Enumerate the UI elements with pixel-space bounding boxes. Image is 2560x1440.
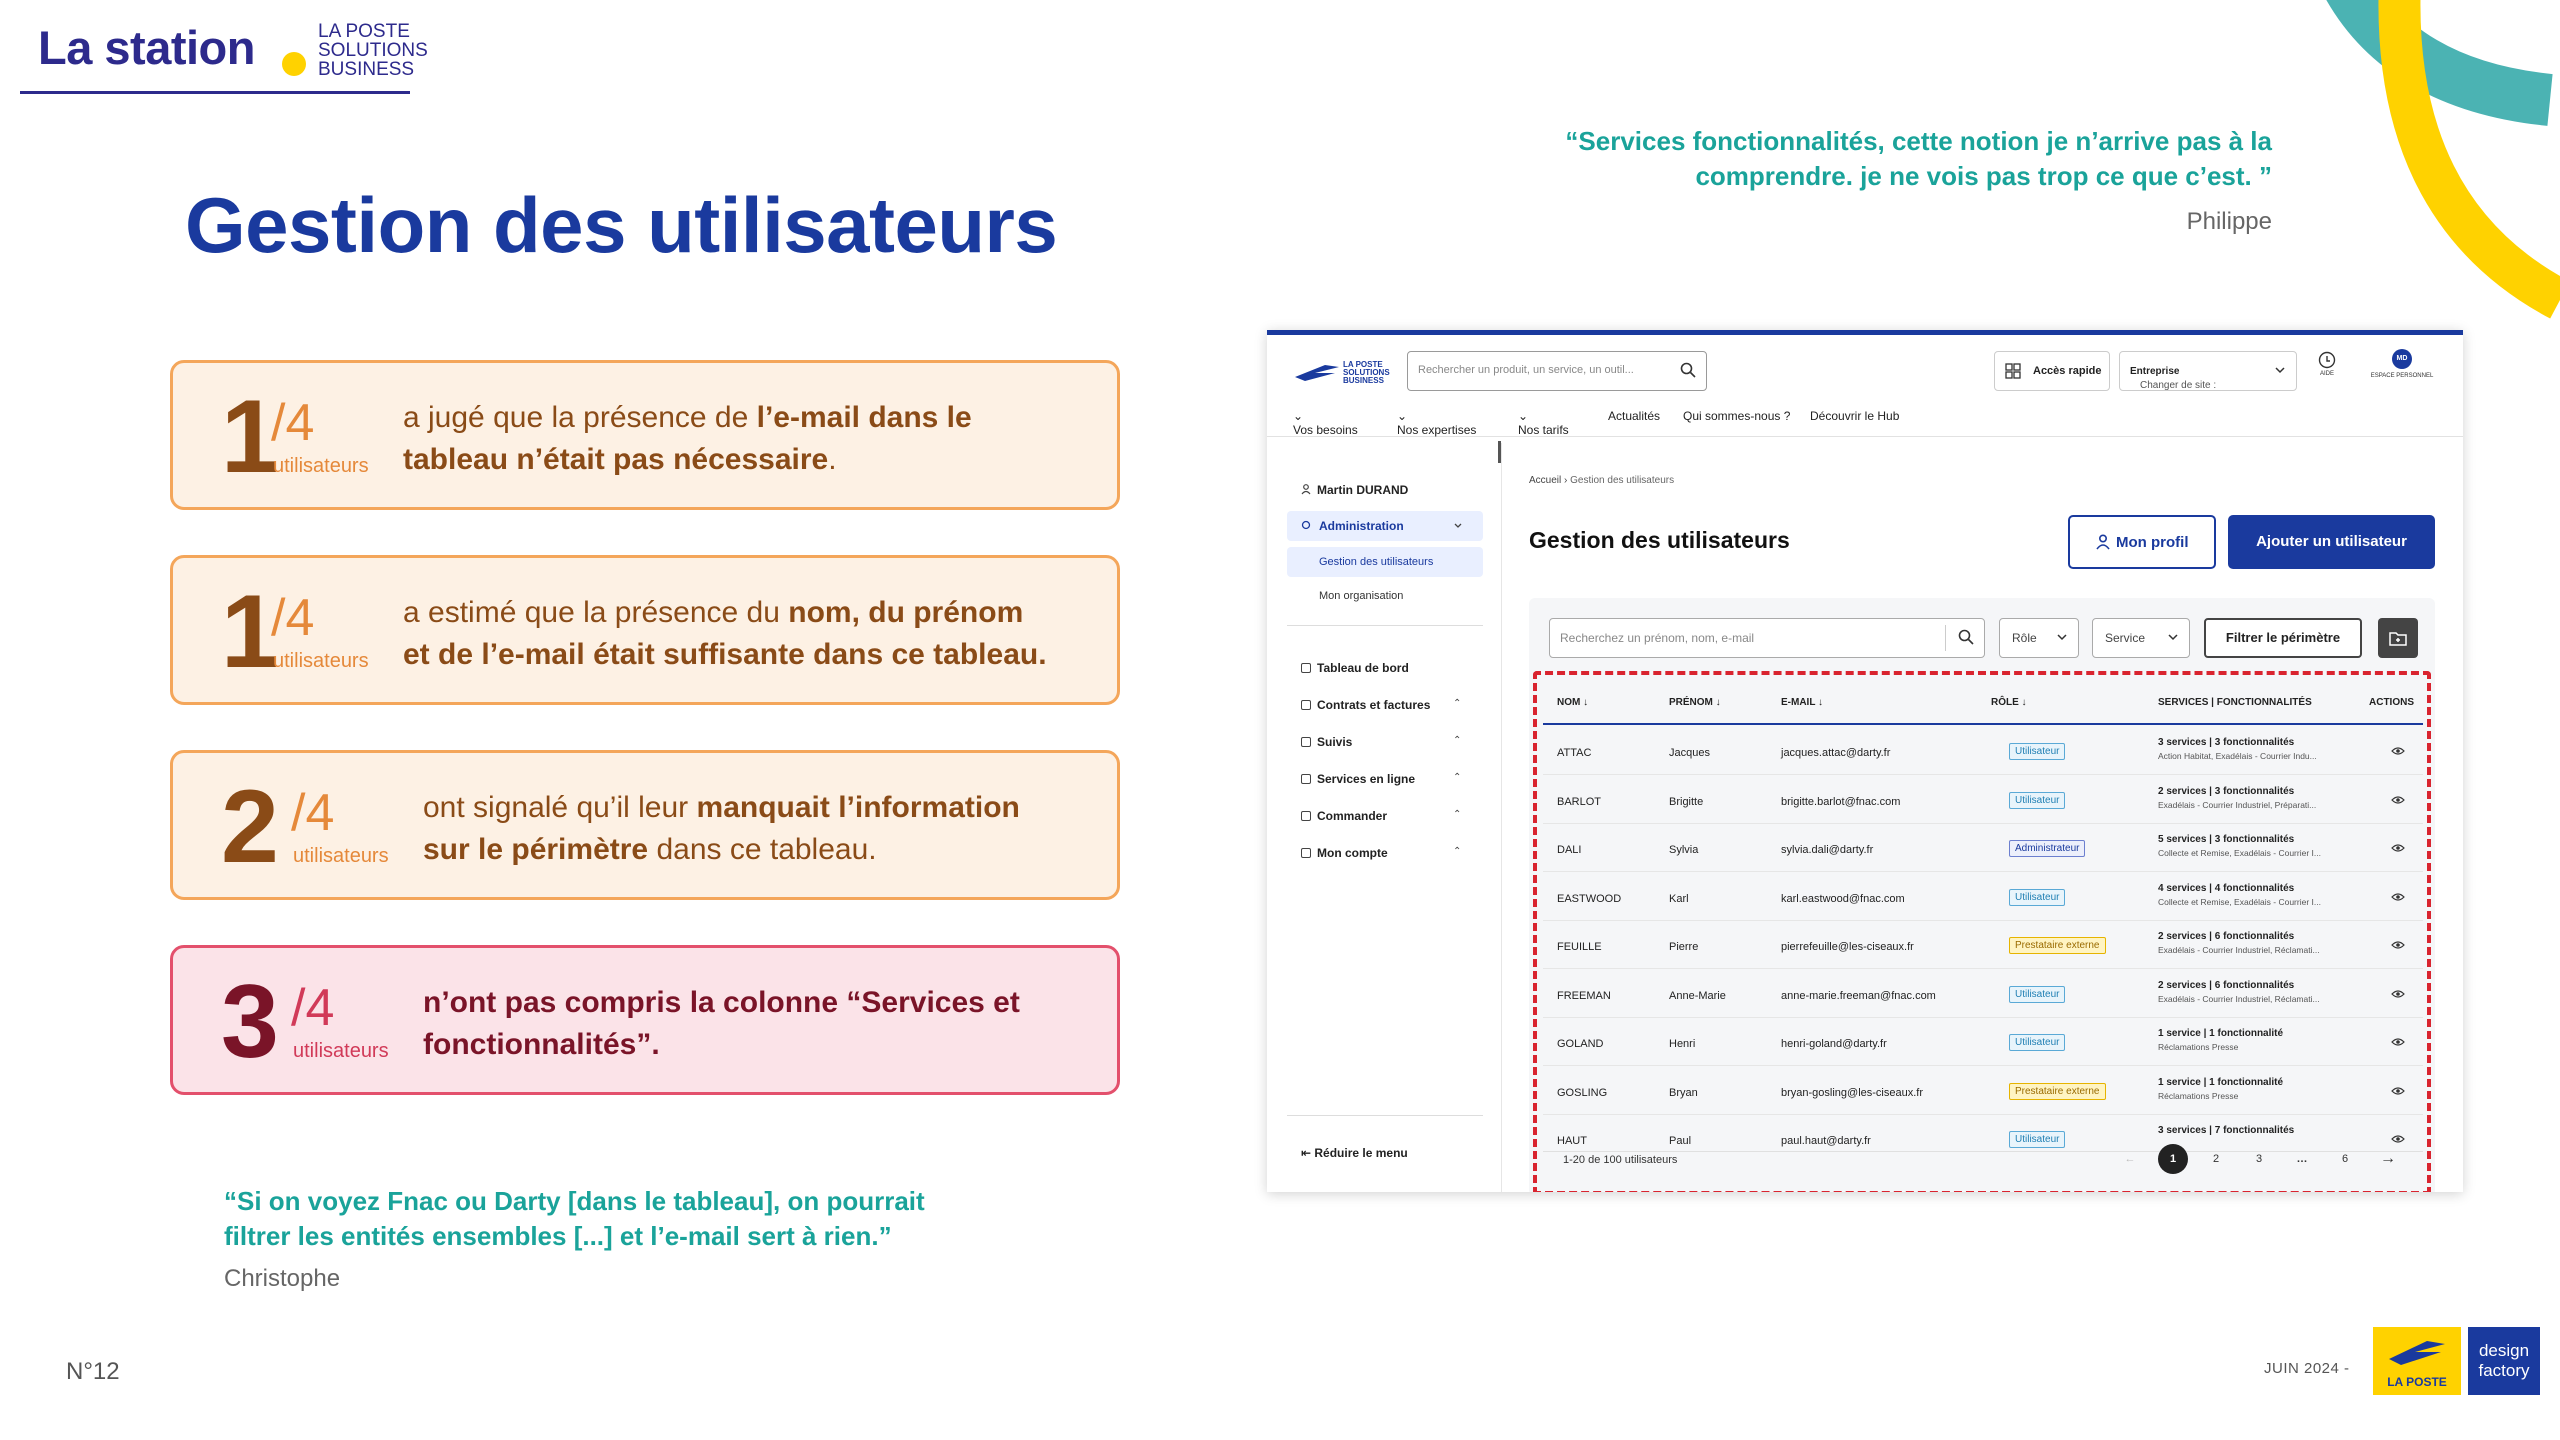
brand-line-1: LA POSTE [318, 21, 410, 42]
laposte-logo [2373, 1327, 2461, 1395]
role-badge: Utilisateur [2009, 743, 2065, 760]
stat-text: n’ont pas compris la colonne “Services et fonctionnalités”. [423, 986, 1020, 1061]
cell-services: 4 services | 4 fonctionnalités [2158, 882, 2295, 894]
header-email[interactable]: E-MAIL ↓ [1781, 697, 1824, 708]
folder-icon [2389, 629, 2407, 647]
cell-email: sylvia.dali@darty.fr [1781, 844, 1874, 856]
role-badge: Prestataire externe [2009, 1083, 2106, 1100]
cell-prenom: Karl [1669, 892, 1689, 905]
decorative-arcs [2230, 0, 2560, 340]
app-page-title: Gestion des utilisateurs [1529, 527, 1790, 553]
breadcrumb-home[interactable]: Accueil [1529, 475, 1562, 486]
stat-number: 1 [221, 574, 279, 690]
add-user-button[interactable]: Ajouter un utilisateur [2228, 515, 2435, 569]
cell-services: 2 services | 6 fonctionnalités [2158, 979, 2295, 991]
brand-logo [20, 14, 428, 94]
brand-dot [282, 52, 306, 76]
cell-prenom: Sylvia [1669, 844, 1699, 856]
highlight-frame [1533, 671, 2431, 1192]
stat-fraction: /4 [271, 394, 315, 452]
app-logo-text: LA POSTE SOLUTIONS BUSINESS [1343, 360, 1390, 385]
nav-item-besoins[interactable]: Vos besoins ⌄ [1293, 409, 1358, 437]
quote-bottom-author: Christophe [224, 1265, 341, 1292]
cell-services: 2 services | 6 fonctionnalités [2158, 931, 2295, 942]
stat-number: 1 [221, 379, 279, 495]
help-icon [2318, 351, 2336, 369]
chart-icon [1301, 737, 1311, 747]
cell-email: pierrefeuille@les-ciseaux.fr [1781, 941, 1914, 953]
page-title: Gestion des utilisateurs [185, 181, 1058, 269]
stat-number: 3 [221, 964, 279, 1080]
cell-email: karl.eastwood@fnac.com [1781, 892, 1905, 905]
stat-unit: utilisateurs [293, 845, 389, 867]
cell-nom: ATTAC [1557, 747, 1592, 759]
sidebar [1267, 335, 1501, 1160]
nav-item-expertises[interactable]: Nos expertises ⌄ [1397, 409, 1477, 437]
role-badge: Administrateur [2009, 840, 2085, 857]
nav-item-tarifs[interactable]: Nos tarifs ⌄ [1518, 409, 1569, 437]
pager-page-1[interactable]: 1 [2158, 1144, 2188, 1174]
nav-item-qui-sommes-nous[interactable]: Qui sommes-nous ? [1683, 409, 1791, 423]
gear-icon [1301, 520, 1311, 530]
quick-access-button[interactable] [1994, 351, 2110, 391]
cell-email: brigitte.barlot@fnac.com [1781, 795, 1901, 808]
cell-services: 3 services | 7 fonctionnalités [2158, 1125, 2295, 1136]
role-badge: Utilisateur [2009, 1034, 2065, 1051]
sidebar-separator [1287, 1115, 1483, 1116]
user-search-placeholder: Recherchez un prénom, nom, e-mail [1560, 631, 1755, 645]
stat-number: 2 [221, 769, 279, 885]
pager-page-3[interactable]: 3 [2255, 1153, 2263, 1165]
stat-card-4 [170, 945, 1120, 1095]
home-icon [1301, 663, 1311, 673]
breadcrumb-separator: › [1564, 475, 1568, 486]
page-number: N°12 [66, 1358, 120, 1385]
header-services: SERVICES | FONCTIONNALITÉS [2158, 697, 2312, 708]
sidebar-item-suivis[interactable]: Suivis [1301, 735, 1352, 749]
help-button[interactable]: AIDE [2315, 351, 2339, 377]
role-badge: Prestataire externe [2009, 937, 2106, 954]
cell-prenom: Paul [1669, 1135, 1692, 1147]
cart-icon [1301, 811, 1311, 821]
cell-nom: GOSLING [1557, 1086, 1608, 1099]
laposte-bird-icon [2387, 1335, 2447, 1369]
cell-prenom: Bryan [1669, 1086, 1698, 1099]
cell-prenom: Pierre [1669, 941, 1699, 953]
sidebar-divider [1501, 443, 1502, 1192]
header-nom[interactable]: NOM ↓ [1557, 697, 1589, 708]
cell-nom: FREEMAN [1557, 989, 1611, 1002]
header-role[interactable]: RÔLE ↓ [1991, 697, 2027, 708]
stat-fraction: /4 [271, 589, 315, 647]
header-actions: ACTIONS [2369, 697, 2414, 708]
pager-prev-button[interactable]: ← [2124, 1153, 2136, 1165]
cell-services: 3 services | 3 fonctionnalités [2158, 737, 2295, 748]
filter-perimeter-button[interactable]: Filtrer le périmètre [2204, 618, 2362, 658]
cell-email: bryan-gosling@les-ciseaux.fr [1781, 1086, 1924, 1099]
collapse-icon: ⇤ [1301, 1146, 1315, 1160]
pager-page-6[interactable]: 6 [2341, 1153, 2349, 1165]
breadcrumb-current: Gestion des utilisateurs [1570, 475, 1675, 486]
cell-prenom: Henri [1669, 1038, 1696, 1050]
cell-nom: BARLOT [1557, 795, 1602, 808]
app-screenshot [1267, 330, 2463, 1192]
brand-line-2: SOLUTIONS [318, 40, 428, 61]
chevron-down-icon [2056, 631, 2068, 643]
cell-email: jacques.attac@darty.fr [1781, 747, 1891, 759]
collapse-menu-button[interactable]: ⇤ Réduire le menu [1301, 1146, 1408, 1160]
user-icon [2096, 534, 2110, 550]
cell-prenom: Anne-Marie [1669, 989, 1726, 1002]
cell-services: 1 service | 1 fonctionnalité [2158, 1076, 2284, 1088]
chevron-down-icon [2274, 364, 2286, 376]
chevron-up-icon[interactable]: ⌃ [1453, 772, 1462, 783]
role-badge: Utilisateur [2009, 889, 2065, 906]
pager-page-2[interactable]: 2 [2212, 1153, 2220, 1165]
cell-nom: DALI [1557, 844, 1582, 856]
cell-nom: FEUILLE [1557, 941, 1602, 953]
stat-unit: utilisateurs [293, 1040, 389, 1062]
my-profile-button[interactable]: Mon profil [2068, 515, 2216, 569]
stat-unit: utilisateurs [273, 650, 369, 672]
cell-services: 5 services | 3 fonctionnalités [2158, 834, 2295, 845]
cell-services-detail: Action Habitat, Exadélais - Courrier Indu... [2158, 751, 2317, 761]
role-filter-select[interactable]: Rôle [1999, 618, 2079, 658]
laposte-logo-text: LA POSTE [2387, 1375, 2447, 1389]
chevron-up-icon[interactable]: ⌃ [1453, 846, 1462, 857]
quick-access-label: Accès rapide [2033, 365, 2102, 377]
site-switcher[interactable]: Changer de site : Entreprise [2119, 351, 2297, 391]
nav-item-actualites[interactable]: Actualités [1608, 409, 1661, 423]
breadcrumb [1529, 475, 1674, 486]
sidebar-item-mon-compte[interactable]: Mon compte [1301, 846, 1388, 860]
sidebar-item-contrats[interactable]: Contrats et factures [1301, 698, 1430, 712]
cell-prenom: Brigitte [1669, 795, 1704, 808]
pager-ellipsis[interactable]: … [2296, 1153, 2308, 1165]
personal-space-button[interactable]: MD ESPACE PERSONNEL [2367, 349, 2437, 379]
sidebar-subitem-gestion-utilisateurs[interactable]: Gestion des utilisateurs [1287, 547, 1483, 577]
cell-email: anne-marie.freeman@fnac.com [1781, 989, 1936, 1002]
role-badge: Utilisateur [2009, 986, 2065, 1003]
search-icon[interactable] [1680, 362, 1696, 378]
chevron-down-icon [1453, 521, 1463, 531]
chevron-up-icon[interactable]: ⌃ [1453, 698, 1462, 709]
cell-services-detail: Exadélais - Courrier Industriel, Réclamati... [2158, 993, 2320, 1004]
chevron-up-icon[interactable]: ⌃ [1453, 809, 1462, 820]
stat-fraction: /4 [291, 979, 335, 1037]
role-badge: Utilisateur [2009, 792, 2065, 809]
monitor-icon [1301, 774, 1311, 784]
footer-date: JUIN 2024 - [2264, 1360, 2350, 1377]
cell-nom: EASTWOOD [1557, 892, 1622, 905]
stat-card-2 [170, 555, 1120, 705]
pager-next-button[interactable]: → [2380, 1150, 2396, 1167]
user-search-input[interactable] [1549, 618, 1985, 658]
nav-item-hub[interactable]: Découvrir le Hub [1810, 409, 1900, 423]
stat-text: a jugé que la présence de l’e-mail dans le tableau n’était pas nécessaire. [403, 401, 972, 476]
cell-services: 1 service | 1 fonctionnalité [2158, 1028, 2284, 1039]
avatar: MD [2392, 349, 2412, 369]
global-search-placeholder: Rechercher un produit, un service, un outil... [1418, 364, 1634, 376]
grid-icon [2005, 363, 2021, 379]
export-button[interactable] [2378, 618, 2418, 658]
sidebar-user[interactable]: Martin DURAND [1301, 483, 1408, 497]
chevron-up-icon[interactable]: ⌃ [1453, 735, 1462, 746]
cell-email: henri-goland@darty.fr [1781, 1038, 1887, 1050]
sidebar-item-services[interactable]: Services en ligne [1301, 772, 1415, 786]
stat-card-1 [170, 360, 1120, 510]
cell-services-detail: Réclamations Presse [2158, 1042, 2239, 1052]
pager-count: 1-20 de 100 utilisateurs [1563, 1154, 1678, 1166]
sidebar-subitem-organisation[interactable]: Mon organisation [1319, 590, 1404, 602]
brand-line-3: BUSINESS [318, 59, 415, 80]
stat-text: ont signalé qu’il leur manquait l’information sur le périmètre dans ce tableau. [423, 791, 1020, 866]
role-badge: Utilisateur [2009, 1131, 2065, 1148]
account-icon [1301, 848, 1311, 858]
quote-bottom: “Si on voyez Fnac ou Darty [dans le tableau], on pourrait filtrer les entités ensembles [...] et l’e-mail sert à rien.” [224, 1186, 925, 1251]
chevron-down-icon [2167, 631, 2179, 643]
search-icon[interactable] [1958, 629, 1974, 645]
brand-subtitle [318, 22, 428, 79]
stat-card-3 [170, 750, 1120, 900]
stat-fraction: /4 [291, 784, 335, 842]
cell-services-detail: Exadélais - Courrier Industriel, Réclamati... [2158, 945, 2320, 955]
cell-nom: HAUT [1557, 1135, 1587, 1147]
service-filter-select[interactable]: Service [2092, 618, 2190, 658]
cell-services-detail: Collecte et Remise, Exadélais - Courrier I... [2158, 896, 2321, 907]
sidebar-separator [1287, 625, 1483, 626]
cell-nom: GOLAND [1557, 1038, 1604, 1050]
header-prenom[interactable]: PRÉNOM ↓ [1669, 697, 1721, 708]
document-icon [1301, 700, 1311, 710]
stat-text: a estimé que la présence du nom, du prénom et de l’e-mail était suffisante dans ce tableau. [403, 596, 1047, 671]
cell-services: 2 services | 3 fonctionnalités [2158, 785, 2295, 797]
cell-services-detail: Réclamations Presse [2158, 1090, 2239, 1101]
sidebar-item-tableau-de-bord[interactable]: Tableau de bord [1301, 661, 1409, 675]
brand-name: La station [38, 21, 255, 74]
quote-top-author: Philippe [2186, 208, 2272, 235]
cell-prenom: Jacques [1669, 747, 1710, 759]
cell-services-detail: Exadélais - Courrier Industriel, Préparati... [2158, 799, 2317, 810]
cell-email: paul.haut@darty.fr [1781, 1135, 1871, 1147]
stat-unit: utilisateurs [273, 455, 369, 477]
quote-top: “Services fonctionnalités, cette notion je n’arrive pas à la comprendre. je ne vois pas trop ce que c’est. ” [1565, 126, 2272, 191]
design-factory-logo: design factory [2468, 1327, 2540, 1395]
sidebar-item-administration[interactable]: Administration [1287, 511, 1483, 541]
cell-services-detail: Collecte et Remise, Exadélais - Courrier I... [2158, 848, 2321, 858]
sidebar-item-commander[interactable]: Commander [1301, 809, 1387, 823]
user-icon [1301, 484, 1311, 495]
